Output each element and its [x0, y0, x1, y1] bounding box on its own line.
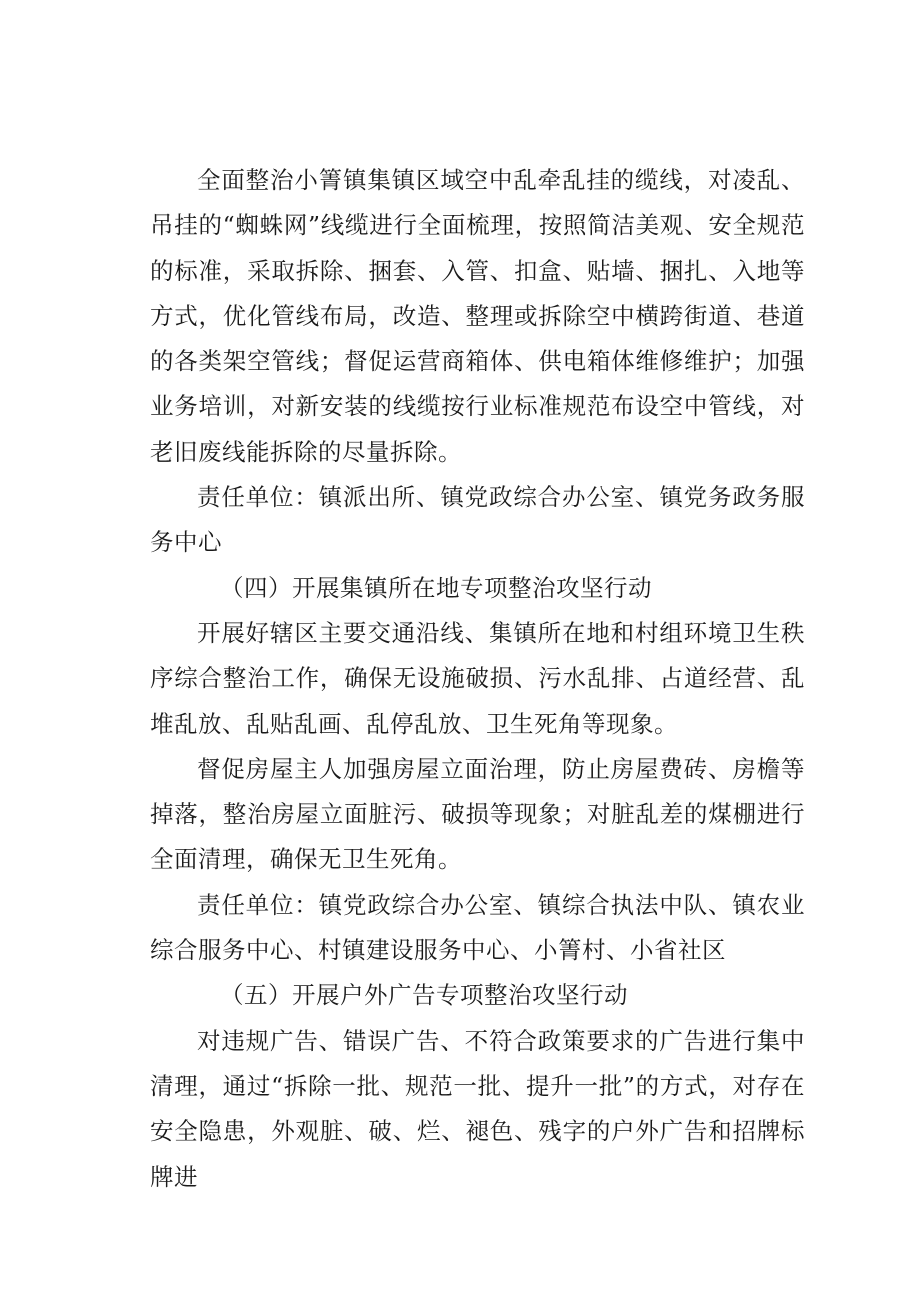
paragraph-environment-sanitation: 开展好辖区主要交通沿线、集镇所在地和村组环境卫生秩序综合整治工作，确保无设施破损、污水乱排、占道经营、乱堆乱放、乱贴乱画、乱停乱放、卫生死角等现象。	[150, 618, 805, 738]
paragraph-outdoor-advertising: 对违规广告、错误广告、不符合政策要求的广告进行集中清理，通过“拆除一批、规范一批、提升一批”的方式，对存在安全隐患，外观脏、破、烂、褪色、残字的户外广告和招牌标牌进	[150, 1026, 805, 1191]
document-page	[150, 158, 805, 1200]
section-heading-4: （四）开展集镇所在地专项整治攻坚行动	[220, 573, 652, 602]
paragraph-responsible-units-2: 责任单位：镇党政综合办公室、镇综合执法中队、镇农业综合服务中心、村镇建设服务中心、小箐村、小省社区	[150, 890, 805, 965]
paragraph-responsible-units-1: 责任单位：镇派出所、镇党政综合办公室、镇党务政务服务中心	[150, 483, 805, 557]
section-heading-5: （五）开展户外广告专项整治攻坚行动	[220, 981, 628, 1010]
paragraph-cable-rectification: 全面整治小箐镇集镇区域空中乱牵乱挂的缆线，对凌乱、吊挂的“蜘蛛网”线缆进行全面梳理，按照简洁美观、安全规范的标准，采取拆除、捆套、入管、扣盒、贴墙、捆扎、入地等方式，优化管线布局，改造、整理或拆除空中横跨街道、巷道的各类架空管线；督促运营商箱体、供电箱体维修维护；加强业务培训，对新安装的线缆按行业标准规范布设空中管线，对老旧废线能拆除的尽量拆除。	[150, 166, 805, 466]
paragraph-building-facade: 督促房屋主人加强房屋立面治理，防止房屋费砖、房檐等掉落，整治房屋立面脏污、破损等现象；对脏乱差的煤棚进行全面清理，确保无卫生死角。	[150, 754, 805, 874]
